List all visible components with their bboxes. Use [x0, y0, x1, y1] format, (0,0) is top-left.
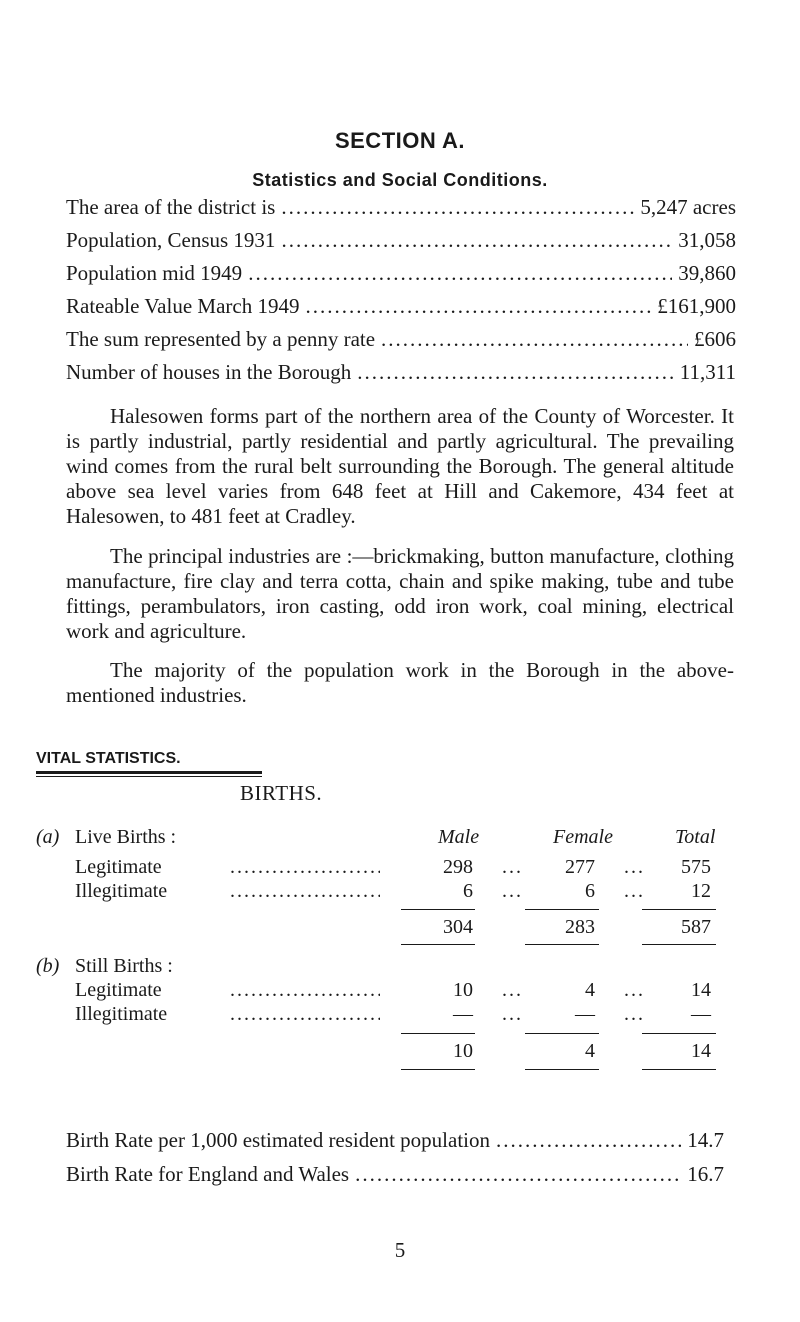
sum-rule — [525, 909, 599, 910]
fact-label: Number of houses in the Borough — [66, 360, 352, 384]
cell-female: 6 — [585, 880, 595, 902]
total-total: 14 — [691, 1040, 711, 1062]
cell-female: — — [575, 1003, 595, 1025]
cell-sep: ... — [624, 856, 645, 878]
cell-sep: ... — [502, 979, 523, 1001]
fact-row-rateable-value — [66, 294, 736, 322]
sum-rule — [642, 1033, 716, 1034]
fact-value: 39,860 — [678, 261, 736, 285]
sum-rule — [525, 1033, 599, 1034]
sum-rule — [401, 909, 475, 910]
sum-rule — [401, 1033, 475, 1034]
row-leader — [230, 979, 380, 1002]
row-label: Illegitimate — [75, 1003, 168, 1025]
sum-rule — [401, 1069, 475, 1070]
row-label: Legitimate — [75, 979, 162, 1001]
birth-rate-row — [66, 1128, 724, 1156]
paragraph-description: Halesowen forms part of the northern area of the County of Worcester. It is partly industrial, partly residential and partly agricultural. The prevailing wind comes from the rural belt surrounding the Borough. The general altitude above sea level varies from 648 feet at Hill and Cakemore, 434 feet at Halesowen, to 481 feet at Cradley. — [66, 404, 734, 528]
paragraph-industries: The principal industries are :—brickmaking, button manufacture, clothing manufacture, fire clay and terra cotta, chain and spike making, tube and tube fittings, perambulators, iron casting, odd iron work, coal mining, electrical work and agriculture. — [66, 544, 734, 643]
cell-female: 277 — [565, 856, 595, 878]
total-male: 10 — [453, 1040, 473, 1062]
england-wales-rate-row — [66, 1162, 724, 1190]
cell-sep: ... — [502, 880, 523, 902]
rate-label: Birth Rate for England and Wales — [66, 1162, 350, 1186]
title-underline — [36, 771, 262, 774]
cell-sep: ... — [624, 1003, 645, 1025]
section-marker-b: (b) — [36, 955, 60, 977]
sum-rule — [525, 1069, 599, 1070]
page-number: 5 — [394, 1238, 406, 1262]
fact-value: 5,247 acres — [640, 195, 736, 219]
row-leader — [230, 856, 380, 879]
fact-label: Rateable Value March 1949 — [66, 294, 300, 318]
rate-label: Birth Rate per 1,000 estimated resident population — [66, 1128, 490, 1152]
sum-rule — [642, 1069, 716, 1070]
fact-label: The area of the district is — [66, 195, 276, 219]
total-total: 587 — [681, 916, 711, 938]
fact-value: 31,058 — [678, 228, 736, 252]
cell-total: 14 — [691, 979, 711, 1001]
fact-row-penny-rate — [66, 327, 736, 355]
total-female: 4 — [585, 1040, 595, 1062]
fact-row-houses — [66, 360, 736, 388]
fact-value: 11,311 — [679, 360, 736, 384]
section-subtitle: Statistics and Social Conditions. — [252, 170, 548, 190]
cell-male: 298 — [443, 856, 473, 878]
still-births-label: Still Births : — [75, 955, 173, 977]
row-label: Illegitimate — [75, 880, 168, 902]
sum-rule — [642, 909, 716, 910]
sum-rule — [401, 944, 475, 945]
cell-male: — — [453, 1003, 473, 1025]
cell-male: 6 — [463, 880, 473, 902]
fact-label: Population, Census 1931 — [66, 228, 276, 252]
column-header-female: Female — [553, 826, 613, 848]
fact-value: £161,900 — [657, 294, 736, 318]
sum-rule — [642, 944, 716, 945]
section-title: SECTION A. — [334, 128, 466, 153]
total-male: 304 — [443, 916, 473, 938]
cell-total: — — [691, 1003, 711, 1025]
sum-rule — [525, 944, 599, 945]
row-leader — [230, 880, 380, 903]
paragraph-majority: The majority of the population work in the Borough in the above-mentioned industries. — [66, 658, 734, 707]
live-births-label: Live Births : — [75, 826, 177, 848]
fact-value: £606 — [694, 327, 736, 351]
section-marker-a: (a) — [36, 826, 60, 848]
row-leader — [230, 1003, 380, 1026]
rate-value: 14.7 — [687, 1128, 724, 1152]
fact-label: Population mid 1949 — [66, 261, 243, 285]
column-header-male: Male — [438, 826, 480, 848]
fact-label: The sum represented by a penny rate — [66, 327, 376, 351]
cell-sep: ... — [624, 979, 645, 1001]
vital-statistics-title: VITAL STATISTICS. — [36, 750, 181, 767]
title-underline-thin — [36, 776, 262, 777]
fact-row-population — [66, 261, 736, 289]
fact-row-census — [66, 228, 736, 256]
cell-sep: ... — [624, 880, 645, 902]
cell-male: 10 — [453, 979, 473, 1001]
births-title: BIRTHS. — [240, 781, 323, 805]
cell-sep: ... — [502, 856, 523, 878]
rate-value: 16.7 — [687, 1162, 724, 1186]
row-label: Legitimate — [75, 856, 162, 878]
column-header-total: Total — [675, 826, 716, 848]
cell-total: 12 — [691, 880, 711, 902]
cell-female: 4 — [585, 979, 595, 1001]
total-female: 283 — [565, 916, 595, 938]
cell-total: 575 — [681, 856, 711, 878]
cell-sep: ... — [502, 1003, 523, 1025]
fact-row-area — [66, 195, 736, 223]
